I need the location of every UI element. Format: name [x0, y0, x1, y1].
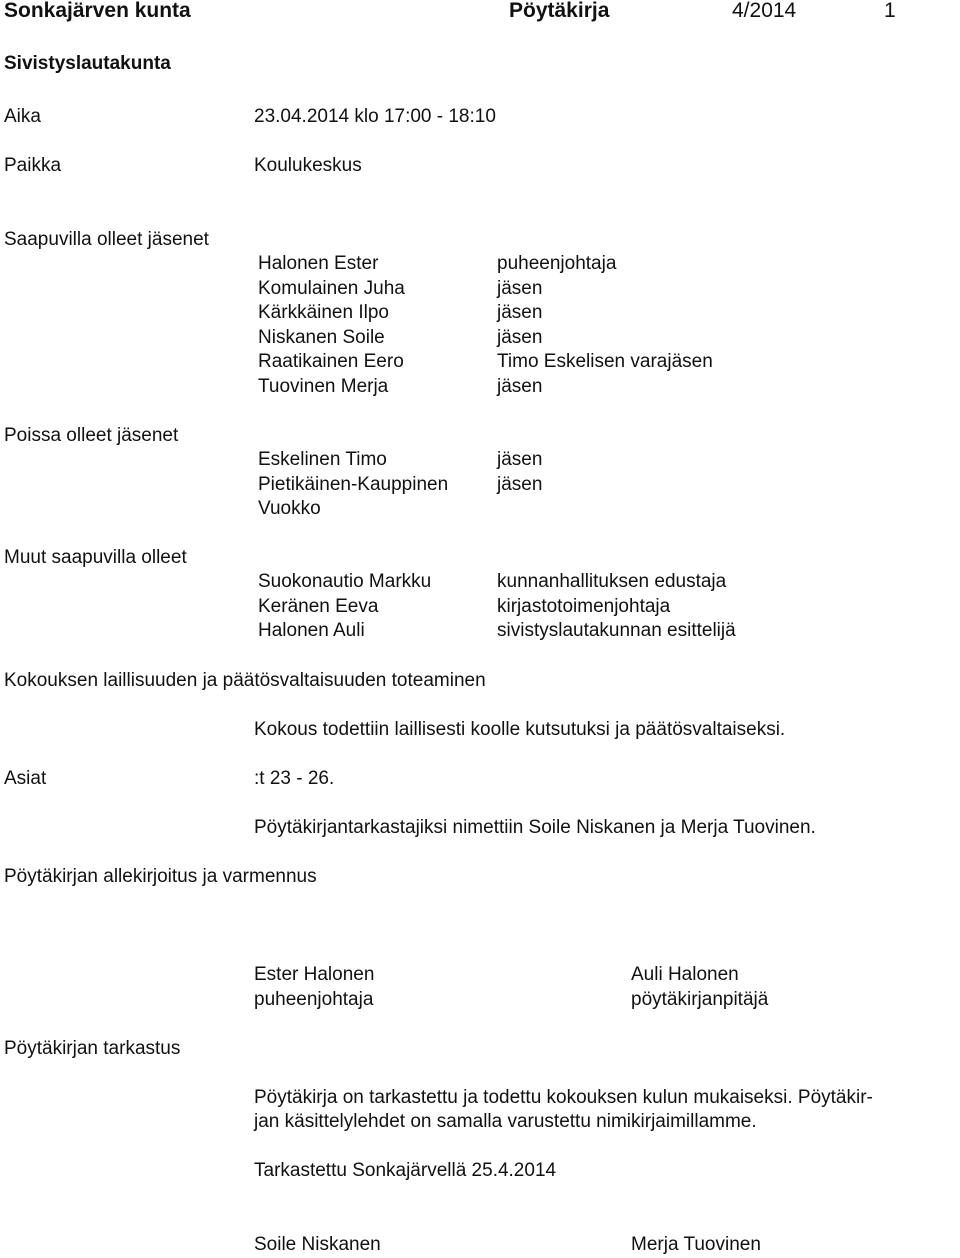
present-members-roles	[497, 252, 713, 399]
items-label: Asiat	[4, 768, 47, 789]
time-label: Aika	[4, 106, 41, 127]
member-name: Kärkkäinen Ilpo	[258, 302, 389, 323]
chair-name: Ester Halonen	[254, 964, 375, 985]
attendee-role: sivistyslautakunnan esittelijä	[497, 620, 736, 641]
reviewer-name-right: Merja Tuovinen	[631, 1234, 761, 1255]
secretary-name: Auli Halonen	[631, 964, 739, 985]
member-role: jäsen	[497, 375, 543, 397]
other-attendees-names	[258, 570, 431, 644]
quorum-heading: Kokouksen laillisuuden ja päätösvaltaisuuden toteaminen	[4, 670, 486, 691]
member-name: Niskanen Soile	[258, 326, 385, 348]
member-name: Tuovinen Merja	[258, 375, 389, 397]
member-name: Komulainen Juha	[258, 277, 405, 299]
attendee-role: kirjastotoimenjohtaja	[497, 595, 671, 617]
time-value: 23.04.2014 klo 17:00 - 18:10	[254, 106, 496, 127]
items-value: :t 23 - 26.	[254, 768, 335, 789]
chair-role: puheenjohtaja	[254, 989, 374, 1010]
absent-members-label: Poissa olleet jäsenet	[4, 425, 179, 446]
member-name: Halonen Ester	[258, 253, 379, 274]
member-role: puheenjohtaja	[497, 253, 617, 274]
member-role: jäsen	[497, 277, 543, 299]
member-role: Timo Eskelisen varajäsen	[497, 351, 713, 372]
review-place-date: Tarkastettu Sonkajärvellä 25.4.2014	[254, 1160, 557, 1181]
member-role: jäsen	[497, 302, 543, 323]
member-role: jäsen	[497, 449, 543, 470]
municipality-title: Sonkajärven kunta	[4, 0, 191, 22]
quorum-text: Kokous todettiin laillisesti koolle kutsutuksi ja päätösvaltaiseksi.	[254, 719, 786, 740]
other-attendees-roles	[497, 570, 736, 644]
member-role: jäsen	[497, 473, 543, 495]
attendee-name: Halonen Auli	[258, 620, 365, 641]
absent-members-roles	[497, 448, 542, 497]
review-text-line-1: Pöytäkirja on tarkastettu ja todettu kokouksen kulun mukaiseksi. Pöytäkir-	[254, 1087, 873, 1108]
page-number: 1	[884, 0, 896, 22]
member-name: Pietikäinen-Kauppinen	[258, 473, 449, 495]
attendee-name: Keränen Eeva	[258, 595, 379, 617]
member-name: Vuokko	[258, 498, 321, 519]
document-number: 4/2014	[732, 0, 797, 22]
document-type: Pöytäkirja	[509, 0, 610, 22]
signature-heading: Pöytäkirjan allekirjoitus ja varmennus	[4, 866, 317, 887]
secretary-role: pöytäkirjanpitäjä	[631, 989, 769, 1010]
member-name: Raatikainen Eero	[258, 351, 404, 372]
other-attendees-label: Muut saapuvilla olleet	[4, 547, 187, 568]
place-value: Koulukeskus	[254, 155, 362, 176]
checkers-text: Pöytäkirjantarkastajiksi nimettiin Soile Niskanen ja Merja Tuovinen.	[254, 817, 816, 838]
review-text-line-2: jan käsittelylehdet on samalla varustettu nimikirjaimillamme.	[254, 1111, 757, 1132]
place-label: Paikka	[4, 155, 62, 176]
attendee-name: Suokonautio Markku	[258, 571, 432, 592]
present-members-label: Saapuvilla olleet jäsenet	[4, 229, 209, 250]
member-name: Eskelinen Timo	[258, 449, 387, 470]
member-role: jäsen	[497, 326, 543, 348]
absent-members-names	[258, 448, 448, 522]
attendee-role: kunnanhallituksen edustaja	[497, 571, 727, 592]
present-members-names	[258, 252, 405, 399]
review-heading: Pöytäkirjan tarkastus	[4, 1038, 181, 1059]
reviewer-name-left: Soile Niskanen	[254, 1234, 381, 1255]
board-name: Sivistyslautakunta	[4, 53, 171, 74]
